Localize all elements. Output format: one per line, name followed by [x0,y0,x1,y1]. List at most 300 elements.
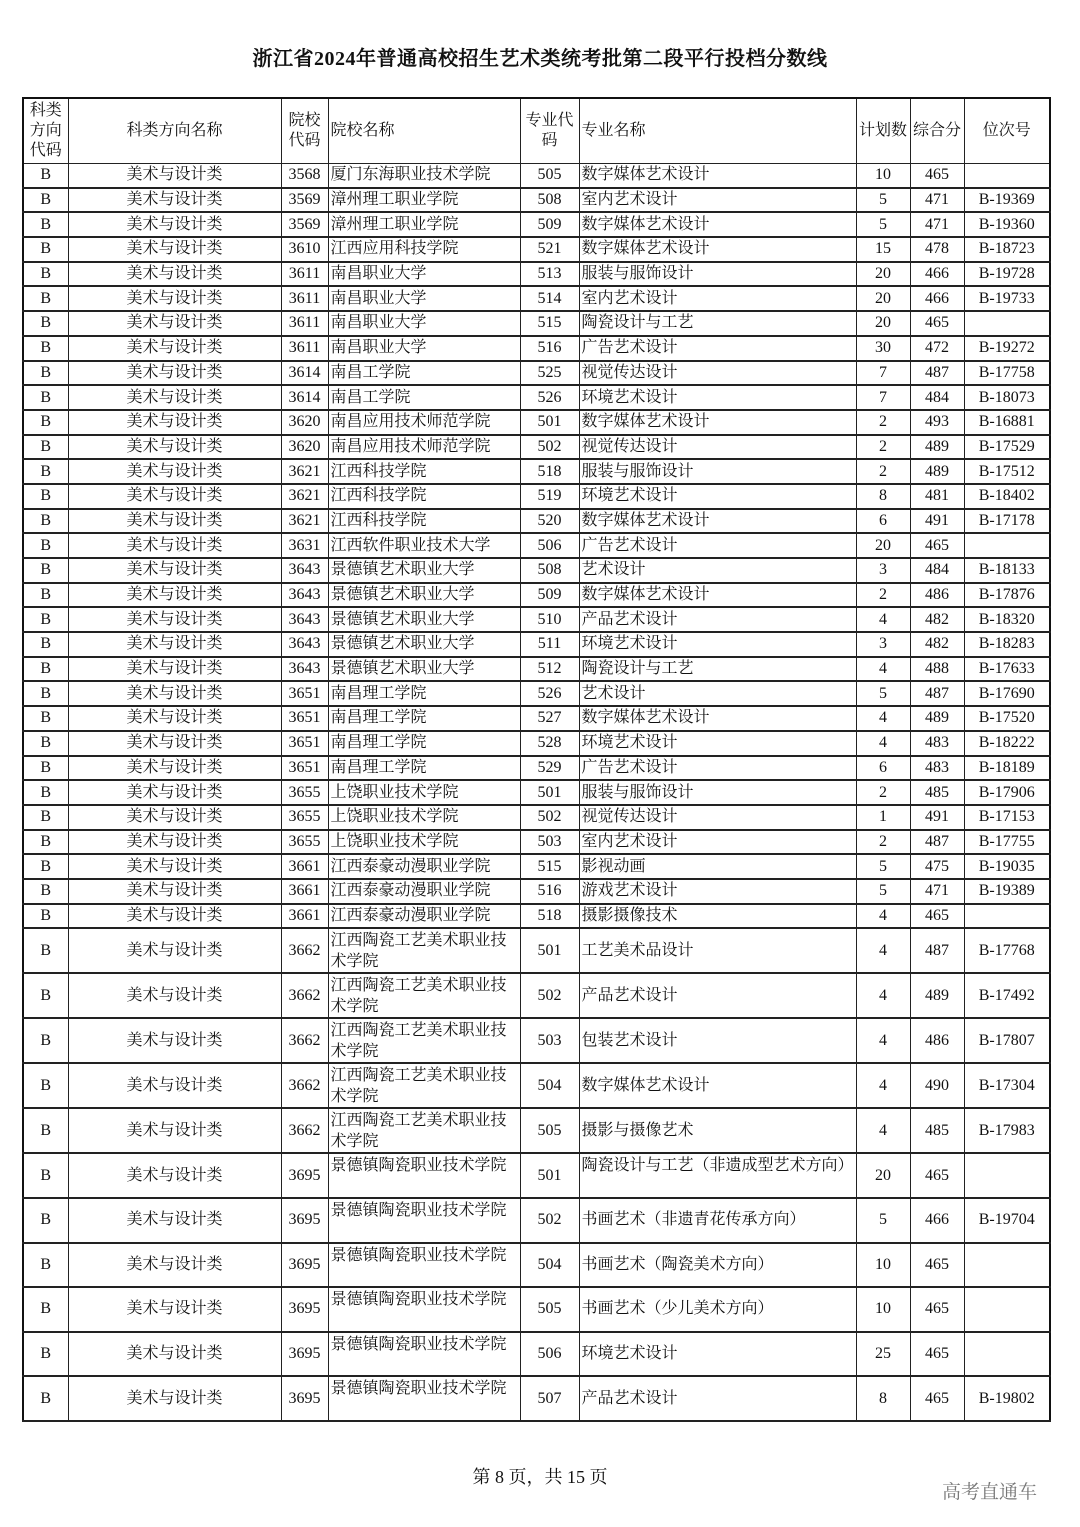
cell-rank: B-17758 [964,361,1050,386]
cell-category-name: 美术与设计类 [68,1287,281,1332]
cell-score: 481 [910,484,964,509]
cell-school-name: 漳州理工职业学院 [328,212,520,237]
cell-category-code: B [23,484,68,509]
cell-category-name: 美术与设计类 [68,1198,281,1243]
cell-plan-count: 5 [856,879,910,904]
cell-school-code: 3651 [281,681,328,706]
cell-major-code: 506 [520,1332,579,1377]
cell-major-name: 广告艺术设计 [579,533,856,558]
cell-major-name: 影视动画 [579,854,856,879]
cell-category-name: 美术与设计类 [68,509,281,534]
cell-category-name: 美术与设计类 [68,385,281,410]
cell-major-name: 广告艺术设计 [579,756,856,781]
cell-school-code: 3643 [281,583,328,608]
cell-category-code: B [23,237,68,262]
cell-score: 484 [910,385,964,410]
cell-category-code: B [23,533,68,558]
cell-category-name: 美术与设计类 [68,558,281,583]
cell-school-name: 江西泰豪动漫职业学院 [328,854,520,879]
cell-major-name: 产品艺术设计 [579,1376,856,1421]
cell-category-name: 美术与设计类 [68,435,281,460]
cell-major-code: 505 [520,164,579,188]
header-rank: 位次号 [964,98,1050,164]
table-row [23,583,1050,608]
cell-score: 489 [910,706,964,731]
cell-rank [964,311,1050,336]
cell-rank: B-17755 [964,830,1050,855]
table-row [23,262,1050,287]
cell-school-name: 景德镇艺术职业大学 [328,583,520,608]
cell-school-code: 3621 [281,459,328,484]
cell-category-name: 美术与设计类 [68,632,281,657]
cell-major-name: 包装艺术设计 [579,1018,856,1063]
cell-major-name: 室内艺术设计 [579,830,856,855]
cell-major-name: 工艺美术品设计 [579,928,856,973]
table-row [23,533,1050,558]
cell-major-code: 503 [520,1018,579,1063]
cell-category-code: B [23,361,68,386]
cell-major-code: 504 [520,1243,579,1288]
cell-category-code: B [23,583,68,608]
cell-score: 489 [910,973,964,1018]
cell-category-code: B [23,1198,68,1243]
cell-major-code: 503 [520,830,579,855]
cell-school-name: 江西陶瓷工艺美术职业技术学院 [328,928,520,973]
cell-category-code: B [23,262,68,287]
cell-major-code: 513 [520,262,579,287]
cell-category-name: 美术与设计类 [68,756,281,781]
cell-major-name: 服装与服饰设计 [579,459,856,484]
table-row [23,607,1050,632]
cell-rank: B-17876 [964,583,1050,608]
table-row [23,681,1050,706]
cell-category-code: B [23,706,68,731]
cell-category-name: 美术与设计类 [68,780,281,805]
table-row [23,879,1050,904]
cell-rank [964,904,1050,929]
cell-category-code: B [23,1108,68,1153]
header-major-code: 专业代码 [520,98,579,164]
cell-school-name: 江西陶瓷工艺美术职业技术学院 [328,1063,520,1108]
cell-major-name: 书画艺术（非遗青花传承方向） [579,1198,856,1243]
cell-major-code: 519 [520,484,579,509]
cell-major-name: 陶瓷设计与工艺（非遗成型艺术方向） [579,1153,856,1198]
cell-category-name: 美术与设计类 [68,731,281,756]
cell-category-code: B [23,1376,68,1421]
cell-category-name: 美术与设计类 [68,1063,281,1108]
cell-category-name: 美术与设计类 [68,484,281,509]
table-row [23,805,1050,830]
table-row [23,1243,1050,1288]
cell-category-code: B [23,1063,68,1108]
cell-category-name: 美术与设计类 [68,533,281,558]
cell-major-name: 书画艺术（陶瓷美术方向） [579,1243,856,1288]
cell-major-name: 广告艺术设计 [579,336,856,361]
cell-category-code: B [23,904,68,929]
cell-school-name: 上饶职业技术学院 [328,780,520,805]
cell-school-name: 江西软件职业技术大学 [328,533,520,558]
watermark: 高考直通车 [942,1481,1038,1503]
cell-plan-count: 4 [856,973,910,1018]
cell-plan-count: 30 [856,336,910,361]
cell-plan-count: 4 [856,1108,910,1153]
cell-school-code: 3662 [281,1018,328,1063]
cell-plan-count: 4 [856,928,910,973]
cell-category-name: 美术与设计类 [68,286,281,311]
cell-major-name: 视觉传达设计 [579,361,856,386]
cell-major-code: 510 [520,607,579,632]
cell-rank [964,164,1050,188]
cell-category-name: 美术与设计类 [68,1243,281,1288]
cell-school-name: 江西科技学院 [328,459,520,484]
cell-rank: B-18133 [964,558,1050,583]
cell-major-code: 502 [520,973,579,1018]
cell-major-name: 环境艺术设计 [579,731,856,756]
header-category-name: 科类方向名称 [68,98,281,164]
cell-score: 466 [910,1198,964,1243]
cell-major-name: 数字媒体艺术设计 [579,706,856,731]
cell-school-name: 景德镇陶瓷职业技术学院 [328,1332,520,1377]
cell-category-code: B [23,1153,68,1198]
cell-plan-count: 7 [856,385,910,410]
cell-plan-count: 3 [856,632,910,657]
cell-major-code: 502 [520,805,579,830]
cell-school-name: 江西泰豪动漫职业学院 [328,879,520,904]
cell-category-code: B [23,385,68,410]
cell-major-name: 游戏艺术设计 [579,879,856,904]
cell-major-name: 服装与服饰设计 [579,780,856,805]
cell-plan-count: 6 [856,756,910,781]
cell-major-name: 视觉传达设计 [579,805,856,830]
cell-category-name: 美术与设计类 [68,1376,281,1421]
cell-plan-count: 3 [856,558,910,583]
cell-category-name: 美术与设计类 [68,928,281,973]
cell-plan-count: 4 [856,1018,910,1063]
cell-category-code: B [23,188,68,213]
cell-school-code: 3611 [281,336,328,361]
header-major-name: 专业名称 [579,98,856,164]
cell-major-name: 艺术设计 [579,681,856,706]
table-row [23,1153,1050,1198]
cell-plan-count: 8 [856,1376,910,1421]
cell-major-name: 摄影与摄像艺术 [579,1108,856,1153]
header-category-code: 科类方向代码 [23,98,68,164]
cell-rank: B-19728 [964,262,1050,287]
cell-major-name: 数字媒体艺术设计 [579,212,856,237]
cell-plan-count: 15 [856,237,910,262]
cell-major-code: 509 [520,212,579,237]
cell-plan-count: 4 [856,706,910,731]
cell-major-code: 515 [520,854,579,879]
cell-category-code: B [23,212,68,237]
cell-category-name: 美术与设计类 [68,904,281,929]
cell-score: 485 [910,780,964,805]
cell-score: 487 [910,928,964,973]
cell-school-code: 3610 [281,237,328,262]
cell-rank: B-19360 [964,212,1050,237]
document-title: 浙江省2024年普通高校招生艺术类统考批第二段平行投档分数线 [252,48,828,70]
cell-school-name: 景德镇艺术职业大学 [328,632,520,657]
cell-school-code: 3695 [281,1243,328,1288]
cell-score: 465 [910,164,964,188]
cell-rank: B-17304 [964,1063,1050,1108]
cell-major-code: 501 [520,410,579,435]
cell-category-code: B [23,973,68,1018]
cell-major-code: 516 [520,879,579,904]
cell-score: 478 [910,237,964,262]
cell-rank [964,1153,1050,1198]
cell-school-name: 南昌工学院 [328,385,520,410]
cell-score: 471 [910,879,964,904]
cell-major-name: 室内艺术设计 [579,188,856,213]
cell-rank: B-17906 [964,780,1050,805]
cell-plan-count: 5 [856,681,910,706]
cell-rank: B-17512 [964,459,1050,484]
cell-rank: B-17633 [964,657,1050,682]
cell-school-code: 3611 [281,262,328,287]
cell-school-name: 南昌应用技术师范学院 [328,410,520,435]
cell-major-code: 518 [520,459,579,484]
cell-major-name: 陶瓷设计与工艺 [579,657,856,682]
score-table [22,97,1051,1422]
cell-major-code: 506 [520,533,579,558]
cell-score: 471 [910,212,964,237]
cell-school-code: 3631 [281,533,328,558]
cell-plan-count: 2 [856,780,910,805]
cell-score: 491 [910,805,964,830]
cell-major-code: 508 [520,188,579,213]
cell-school-name: 江西陶瓷工艺美术职业技术学院 [328,1108,520,1153]
cell-school-name: 江西应用科技学院 [328,237,520,262]
cell-category-code: B [23,1018,68,1063]
cell-major-code: 505 [520,1287,579,1332]
table-row [23,385,1050,410]
page-number: 第 8 页，共 15 页 [472,1467,608,1487]
cell-school-code: 3695 [281,1198,328,1243]
cell-major-code: 501 [520,1153,579,1198]
table-row [23,657,1050,682]
table-row [23,928,1050,973]
cell-score: 482 [910,607,964,632]
cell-school-name: 南昌理工学院 [328,681,520,706]
cell-score: 466 [910,262,964,287]
cell-major-name: 环境艺术设计 [579,632,856,657]
table-row [23,459,1050,484]
cell-school-code: 3655 [281,830,328,855]
cell-major-name: 艺术设计 [579,558,856,583]
cell-category-code: B [23,756,68,781]
cell-score: 489 [910,435,964,460]
cell-score: 475 [910,854,964,879]
cell-category-code: B [23,336,68,361]
cell-plan-count: 6 [856,509,910,534]
cell-major-name: 陶瓷设计与工艺 [579,311,856,336]
cell-school-code: 3568 [281,164,328,188]
cell-plan-count: 2 [856,583,910,608]
table-row [23,311,1050,336]
cell-school-name: 江西科技学院 [328,509,520,534]
cell-rank: B-17690 [964,681,1050,706]
cell-school-code: 3643 [281,632,328,657]
cell-school-name: 景德镇陶瓷职业技术学院 [328,1243,520,1288]
cell-category-name: 美术与设计类 [68,583,281,608]
cell-category-name: 美术与设计类 [68,607,281,632]
cell-major-code: 515 [520,311,579,336]
cell-plan-count: 4 [856,607,910,632]
cell-school-name: 南昌理工学院 [328,731,520,756]
cell-category-code: B [23,1243,68,1288]
cell-major-name: 数字媒体艺术设计 [579,509,856,534]
cell-major-code: 501 [520,780,579,805]
cell-major-name: 环境艺术设计 [579,484,856,509]
cell-school-name: 江西科技学院 [328,484,520,509]
cell-major-code: 520 [520,509,579,534]
cell-major-code: 508 [520,558,579,583]
cell-rank: B-18073 [964,385,1050,410]
cell-category-code: B [23,780,68,805]
table-row [23,830,1050,855]
cell-score: 491 [910,509,964,534]
cell-category-code: B [23,1332,68,1377]
cell-major-name: 数字媒体艺术设计 [579,583,856,608]
cell-major-code: 527 [520,706,579,731]
cell-rank: B-17983 [964,1108,1050,1153]
cell-school-code: 3643 [281,657,328,682]
cell-rank: B-17520 [964,706,1050,731]
cell-school-code: 3662 [281,928,328,973]
cell-plan-count: 4 [856,731,910,756]
cell-school-code: 3662 [281,1063,328,1108]
cell-school-name: 上饶职业技术学院 [328,830,520,855]
cell-rank: B-19035 [964,854,1050,879]
cell-rank: B-18222 [964,731,1050,756]
cell-major-code: 528 [520,731,579,756]
cell-major-code: 504 [520,1063,579,1108]
table-row [23,904,1050,929]
cell-school-code: 3569 [281,212,328,237]
cell-plan-count: 5 [856,188,910,213]
cell-score: 465 [910,533,964,558]
cell-school-name: 江西陶瓷工艺美术职业技术学院 [328,1018,520,1063]
cell-major-code: 521 [520,237,579,262]
cell-rank [964,1287,1050,1332]
cell-plan-count: 4 [856,657,910,682]
cell-category-name: 美术与设计类 [68,336,281,361]
cell-category-code: B [23,286,68,311]
cell-school-name: 南昌理工学院 [328,706,520,731]
cell-school-code: 3662 [281,1108,328,1153]
cell-school-code: 3643 [281,558,328,583]
cell-plan-count: 10 [856,1287,910,1332]
cell-category-name: 美术与设计类 [68,657,281,682]
cell-school-name: 厦门东海职业技术学院 [328,164,520,188]
cell-rank: B-19272 [964,336,1050,361]
cell-rank: B-16881 [964,410,1050,435]
table-row [23,558,1050,583]
cell-category-name: 美术与设计类 [68,1108,281,1153]
cell-plan-count: 1 [856,805,910,830]
cell-category-name: 美术与设计类 [68,311,281,336]
cell-school-code: 3621 [281,509,328,534]
table-row [23,484,1050,509]
cell-category-code: B [23,435,68,460]
cell-category-name: 美术与设计类 [68,188,281,213]
cell-score: 483 [910,756,964,781]
cell-category-code: B [23,805,68,830]
cell-score: 466 [910,286,964,311]
cell-school-code: 3661 [281,879,328,904]
cell-major-code: 507 [520,1376,579,1421]
cell-school-code: 3569 [281,188,328,213]
cell-category-name: 美术与设计类 [68,973,281,1018]
cell-rank: B-19802 [964,1376,1050,1421]
cell-school-code: 3661 [281,854,328,879]
cell-plan-count: 8 [856,484,910,509]
table-row [23,1063,1050,1108]
cell-school-code: 3621 [281,484,328,509]
table-row [23,164,1050,188]
cell-major-name: 服装与服饰设计 [579,262,856,287]
cell-plan-count: 2 [856,459,910,484]
cell-school-code: 3614 [281,361,328,386]
cell-plan-count: 10 [856,164,910,188]
table-row [23,237,1050,262]
cell-category-name: 美术与设计类 [68,854,281,879]
table-row [23,286,1050,311]
table-row [23,1198,1050,1243]
cell-rank: B-18189 [964,756,1050,781]
cell-score: 465 [910,1243,964,1288]
cell-score: 484 [910,558,964,583]
table-row [23,780,1050,805]
table-row [23,973,1050,1018]
cell-major-code: 516 [520,336,579,361]
cell-score: 490 [910,1063,964,1108]
cell-plan-count: 5 [856,854,910,879]
cell-score: 482 [910,632,964,657]
cell-major-name: 数字媒体艺术设计 [579,164,856,188]
cell-rank: B-19733 [964,286,1050,311]
cell-category-code: B [23,311,68,336]
table-row [23,1287,1050,1332]
cell-major-name: 室内艺术设计 [579,286,856,311]
table-row [23,336,1050,361]
cell-plan-count: 2 [856,435,910,460]
table-row [23,1108,1050,1153]
cell-plan-count: 20 [856,1153,910,1198]
cell-rank [964,1243,1050,1288]
cell-school-name: 景德镇陶瓷职业技术学院 [328,1153,520,1198]
cell-rank: B-17492 [964,973,1050,1018]
cell-plan-count: 25 [856,1332,910,1377]
cell-category-code: B [23,830,68,855]
cell-major-code: 502 [520,1198,579,1243]
cell-category-code: B [23,854,68,879]
cell-rank: B-17768 [964,928,1050,973]
cell-score: 489 [910,459,964,484]
table-row [23,435,1050,460]
cell-category-name: 美术与设计类 [68,459,281,484]
cell-plan-count: 20 [856,533,910,558]
cell-category-name: 美术与设计类 [68,237,281,262]
cell-plan-count: 20 [856,286,910,311]
cell-category-name: 美术与设计类 [68,879,281,904]
cell-category-name: 美术与设计类 [68,805,281,830]
cell-score: 487 [910,681,964,706]
cell-rank: B-19389 [964,879,1050,904]
cell-category-code: B [23,509,68,534]
table-row [23,1376,1050,1421]
